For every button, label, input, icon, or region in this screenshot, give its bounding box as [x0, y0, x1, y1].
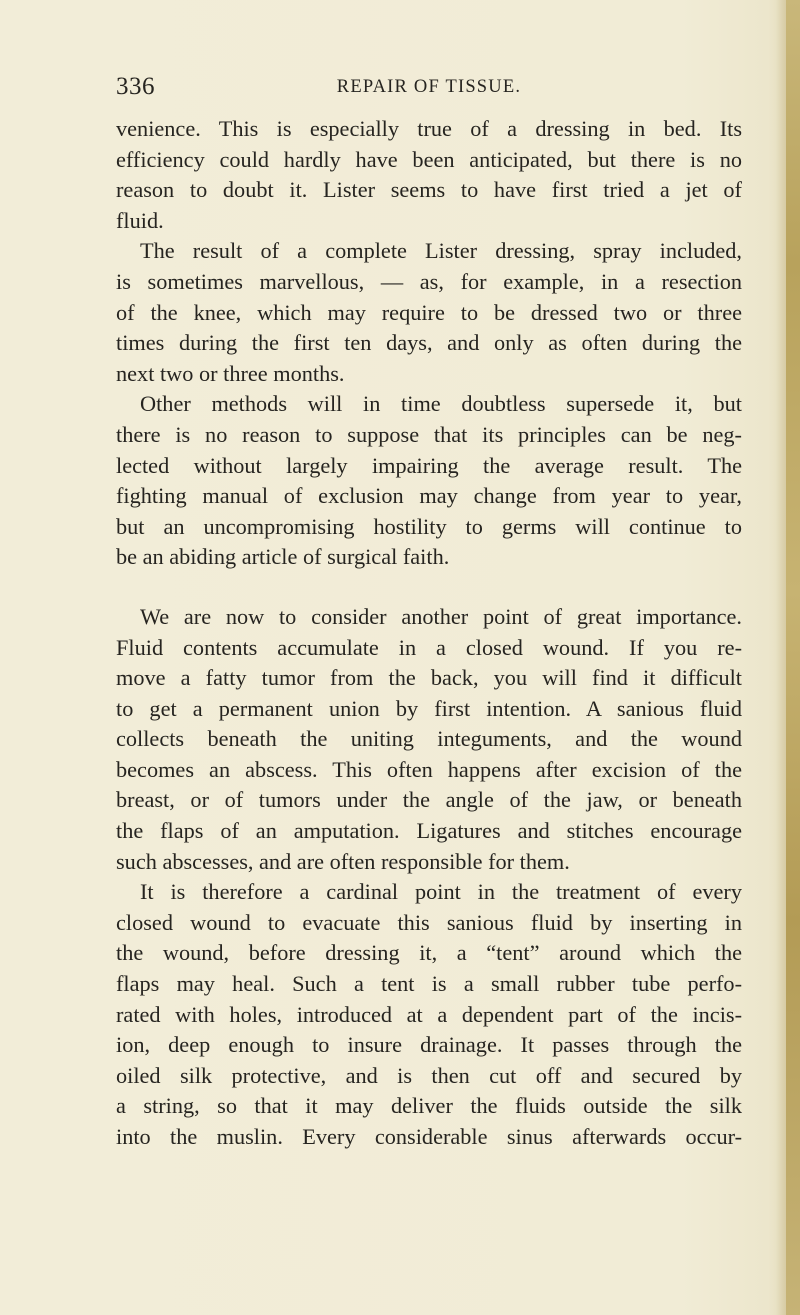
running-head	[116, 73, 742, 105]
text-line: such abscesses, and are often responsible for them.	[116, 848, 570, 874]
text-line: Fluid contents accumulate in a closed wound. If you re-	[116, 634, 742, 660]
text-line: the flaps of an amputation. Ligatures and stitches encourage	[116, 818, 742, 844]
running-title: REPAIR OF TISSUE.	[336, 77, 522, 97]
text-line: efficiency could hardly have been anticipated, but there is no	[116, 146, 742, 172]
text-line: closed wound to evacuate this sanious fluid by inserting in	[116, 909, 742, 935]
text-line: but an uncompromising hostility to germs will continue to	[116, 513, 742, 539]
page-edge	[786, 0, 800, 1315]
text-line: into the muslin. Every considerable sinus afterwards occur-	[116, 1124, 742, 1149]
text-line: lected without largely impairing the average result. The	[116, 452, 742, 478]
text-line: collects beneath the uniting integuments, and the wound	[116, 726, 742, 752]
paragraph	[116, 114, 742, 236]
text-line: flaps may heal. Such a tent is a small rubber tube perfo-	[116, 971, 742, 997]
text-line: ion, deep enough to insure drainage. It passes through the	[116, 1032, 742, 1058]
text-line: rated with holes, introduced at a dependent part of the incis-	[116, 1001, 742, 1027]
text-line: of the knee, which may require to be dressed two or three	[116, 299, 742, 325]
paragraph	[116, 236, 742, 389]
text-line: We are now to consider another point of great importance.	[140, 603, 742, 629]
page-edge-shadow	[776, 0, 786, 1315]
text-line: fluid.	[116, 207, 164, 233]
section-break	[116, 573, 742, 602]
text-line: It is therefore a cardinal point in the treatment of every	[140, 879, 742, 905]
text-line: is sometimes marvellous, — as, for example, in a resection	[116, 268, 742, 294]
page-number: 336	[116, 73, 155, 100]
text-line: times during the first ten days, and only as often during the	[116, 330, 742, 356]
text-line: the wound, before dressing it, a “tent” around which the	[116, 940, 742, 966]
text-line: becomes an abscess. This often happens after excision of the	[116, 756, 742, 782]
paragraph	[116, 389, 742, 573]
text-line: move a fatty tumor from the back, you will find it difficult	[116, 665, 742, 691]
body-text	[116, 114, 742, 1153]
text-line: The result of a complete Lister dressing, spray included,	[140, 238, 742, 264]
paragraph	[116, 877, 742, 1152]
text-line: venience. This is especially true of a dressing in bed. Its	[116, 116, 742, 141]
text-line: oiled silk protective, and is then cut off and secured by	[116, 1062, 742, 1088]
text-line: there is no reason to suppose that its principles can be neg-	[116, 421, 742, 447]
text-line: breast, or of tumors under the angle of the jaw, or beneath	[116, 787, 742, 813]
text-line: to get a permanent union by first intention. A sanious fluid	[116, 695, 742, 721]
paragraph	[116, 602, 742, 877]
text-line: a string, so that it may deliver the fluids outside the silk	[116, 1093, 742, 1119]
text-line: reason to doubt it. Lister seems to have first tried a jet of	[116, 177, 742, 203]
text-line: fighting manual of exclusion may change from year to year,	[116, 483, 742, 509]
text-line: be an abiding article of surgical faith.	[116, 544, 450, 570]
text-line: next two or three months.	[116, 360, 345, 386]
text-line: Other methods will in time doubtless supersede it, but	[140, 391, 742, 417]
